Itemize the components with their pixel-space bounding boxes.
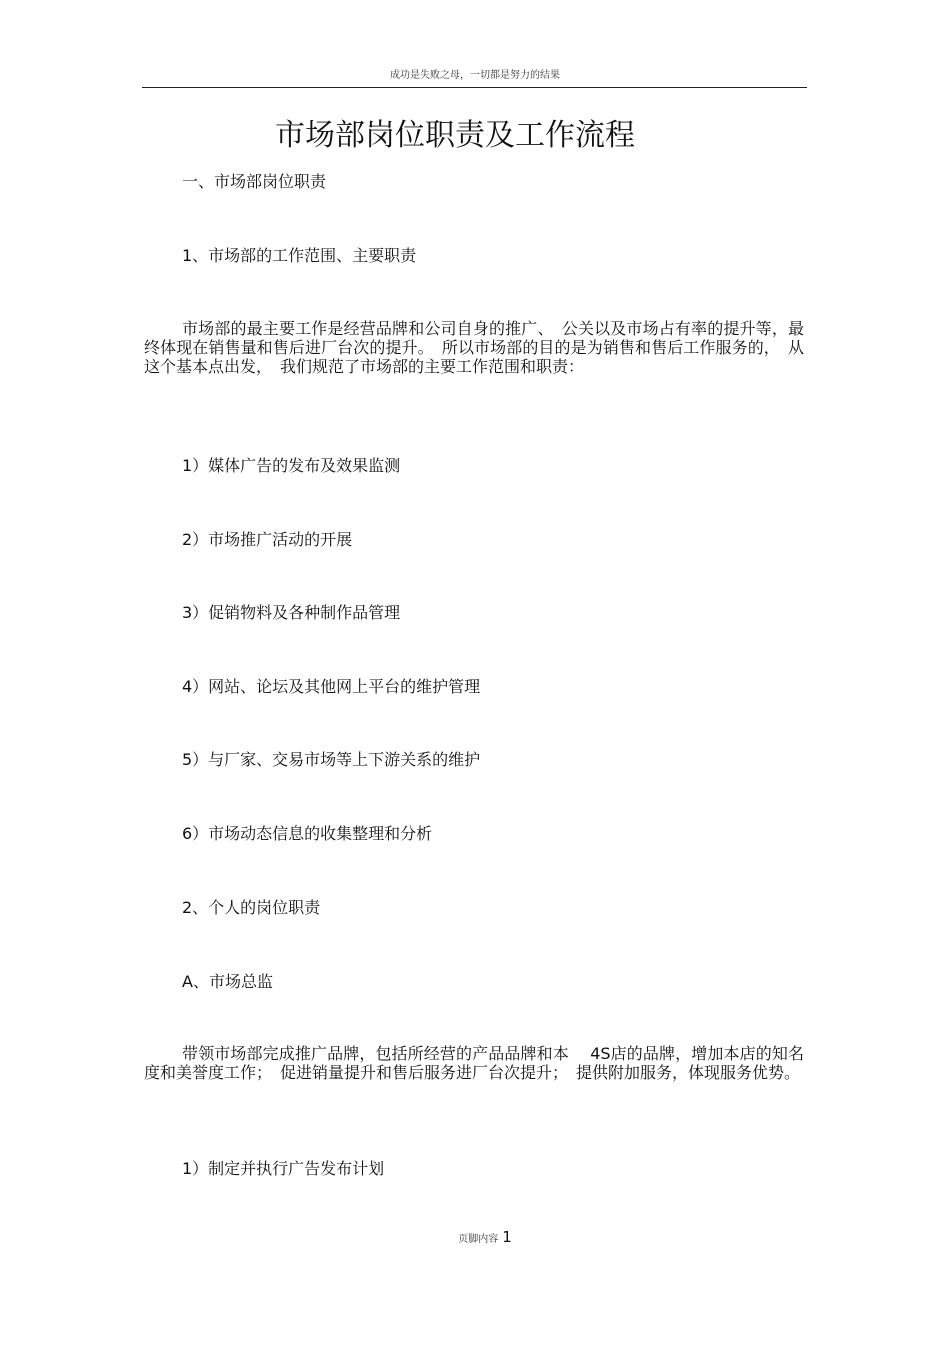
subsection-heading-1-1: 1、市场部的工作范围、主要职责 <box>182 246 417 265</box>
list-item: 1）制定并执行广告发布计划 <box>182 1159 385 1178</box>
role-a-paragraph: 带领市场部完成推广品牌，包括所经营的产品品牌和本 4S店的品牌，增加本店的知名度和美誉度工作； 促进销量提升和售后服务进厂台次提升； 提供附加服务，体现服务优势。 <box>144 1044 804 1082</box>
header-divider <box>142 87 807 88</box>
footer-label: 页脚内容 <box>458 1234 499 1245</box>
list-item: 1）媒体广告的发布及效果监测 <box>182 456 401 475</box>
page-number: 1 <box>502 1228 512 1246</box>
list-item: 5）与厂家、交易市场等上下游关系的维护 <box>182 750 481 769</box>
list-item: 2）市场推广活动的开展 <box>182 530 353 549</box>
list-item: 3）促销物料及各种制作品管理 <box>182 603 401 622</box>
scope-paragraph: 市场部的最主要工作是经营品牌和公司自身的推广、 公关以及市场占有率的提升等，最终体现在销售量和售后进厂台次的提升。 所以市场部的目的是为销售和售后工作服务的， 从这个基本点出发， 我们规范了市场部的主要工作范围和职责： <box>144 319 804 376</box>
list-item: 4）网站、论坛及其他网上平台的维护管理 <box>182 677 481 696</box>
list-item: 6）市场动态信息的收集整理和分析 <box>182 824 433 843</box>
page-header-motto: 成功是失败之母，一切都是努力的结果 <box>390 70 560 81</box>
role-heading-a: A、市场总监 <box>182 972 273 991</box>
section-heading-1: 一、市场部岗位职责 <box>182 172 327 191</box>
page-footer <box>0 1228 950 1246</box>
subsection-heading-1-2: 2、个人的岗位职责 <box>182 898 321 917</box>
document-title: 市场部岗位职责及工作流程 <box>275 118 635 153</box>
